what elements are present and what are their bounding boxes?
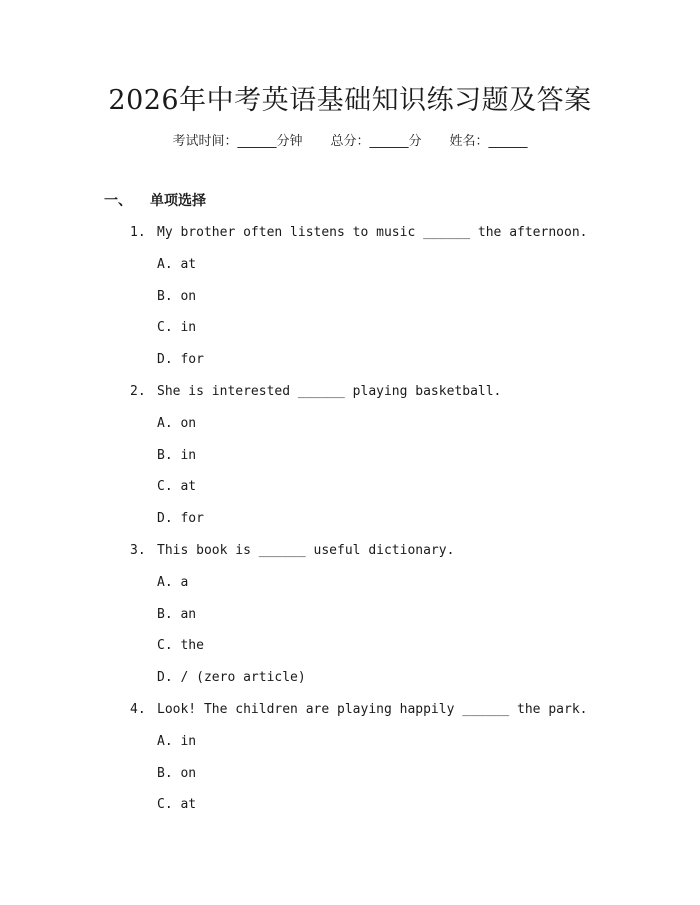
question-number: 2. bbox=[130, 383, 146, 399]
answer-option: C. at bbox=[157, 797, 197, 813]
question-text: My brother often listens to music ______ the afternoon. bbox=[157, 225, 588, 240]
section-heading bbox=[104, 190, 206, 210]
section-title: 单项选择 bbox=[150, 193, 206, 209]
question-text: Look! The children are playing happily ______ the park. bbox=[157, 701, 588, 717]
student-name-field: 姓名：______ bbox=[449, 134, 528, 149]
answer-option: A. a bbox=[157, 574, 189, 590]
answer-option: C. at bbox=[157, 479, 197, 495]
answer-option: C. the bbox=[157, 638, 204, 654]
total-score-field: 总分：______分 bbox=[330, 134, 422, 149]
question-list bbox=[0, 222, 700, 826]
question-text: This book is ______ useful dictionary. bbox=[157, 542, 455, 558]
answer-option: D. for bbox=[157, 352, 204, 368]
answer-option: B. an bbox=[157, 606, 197, 622]
question-text: She is interested ______ playing basketball. bbox=[157, 383, 502, 399]
answer-option: B. on bbox=[157, 765, 197, 781]
answer-option: D. / (zero article) bbox=[157, 670, 306, 686]
question-item bbox=[0, 699, 700, 731]
section-number: 一、 bbox=[104, 193, 132, 209]
exam-time-field: 考试时间：______分钟 bbox=[172, 134, 303, 149]
exam-meta bbox=[0, 130, 700, 149]
answer-option: B. in bbox=[157, 447, 197, 463]
question-item bbox=[0, 540, 700, 572]
question-number: 4. bbox=[130, 701, 146, 717]
question-number: 1. bbox=[130, 225, 146, 240]
page-title: 2026年中考英语基础知识练习题及答案 bbox=[108, 85, 592, 116]
question-number: 3. bbox=[130, 542, 146, 558]
answer-option: C. in bbox=[157, 320, 197, 336]
answer-option: D. for bbox=[157, 511, 204, 527]
answer-option: A. at bbox=[157, 256, 197, 272]
question-item bbox=[0, 381, 700, 413]
answer-option: B. on bbox=[157, 288, 197, 304]
answer-option: A. in bbox=[157, 733, 197, 749]
answer-option: A. on bbox=[157, 415, 197, 431]
question-item bbox=[0, 222, 700, 254]
